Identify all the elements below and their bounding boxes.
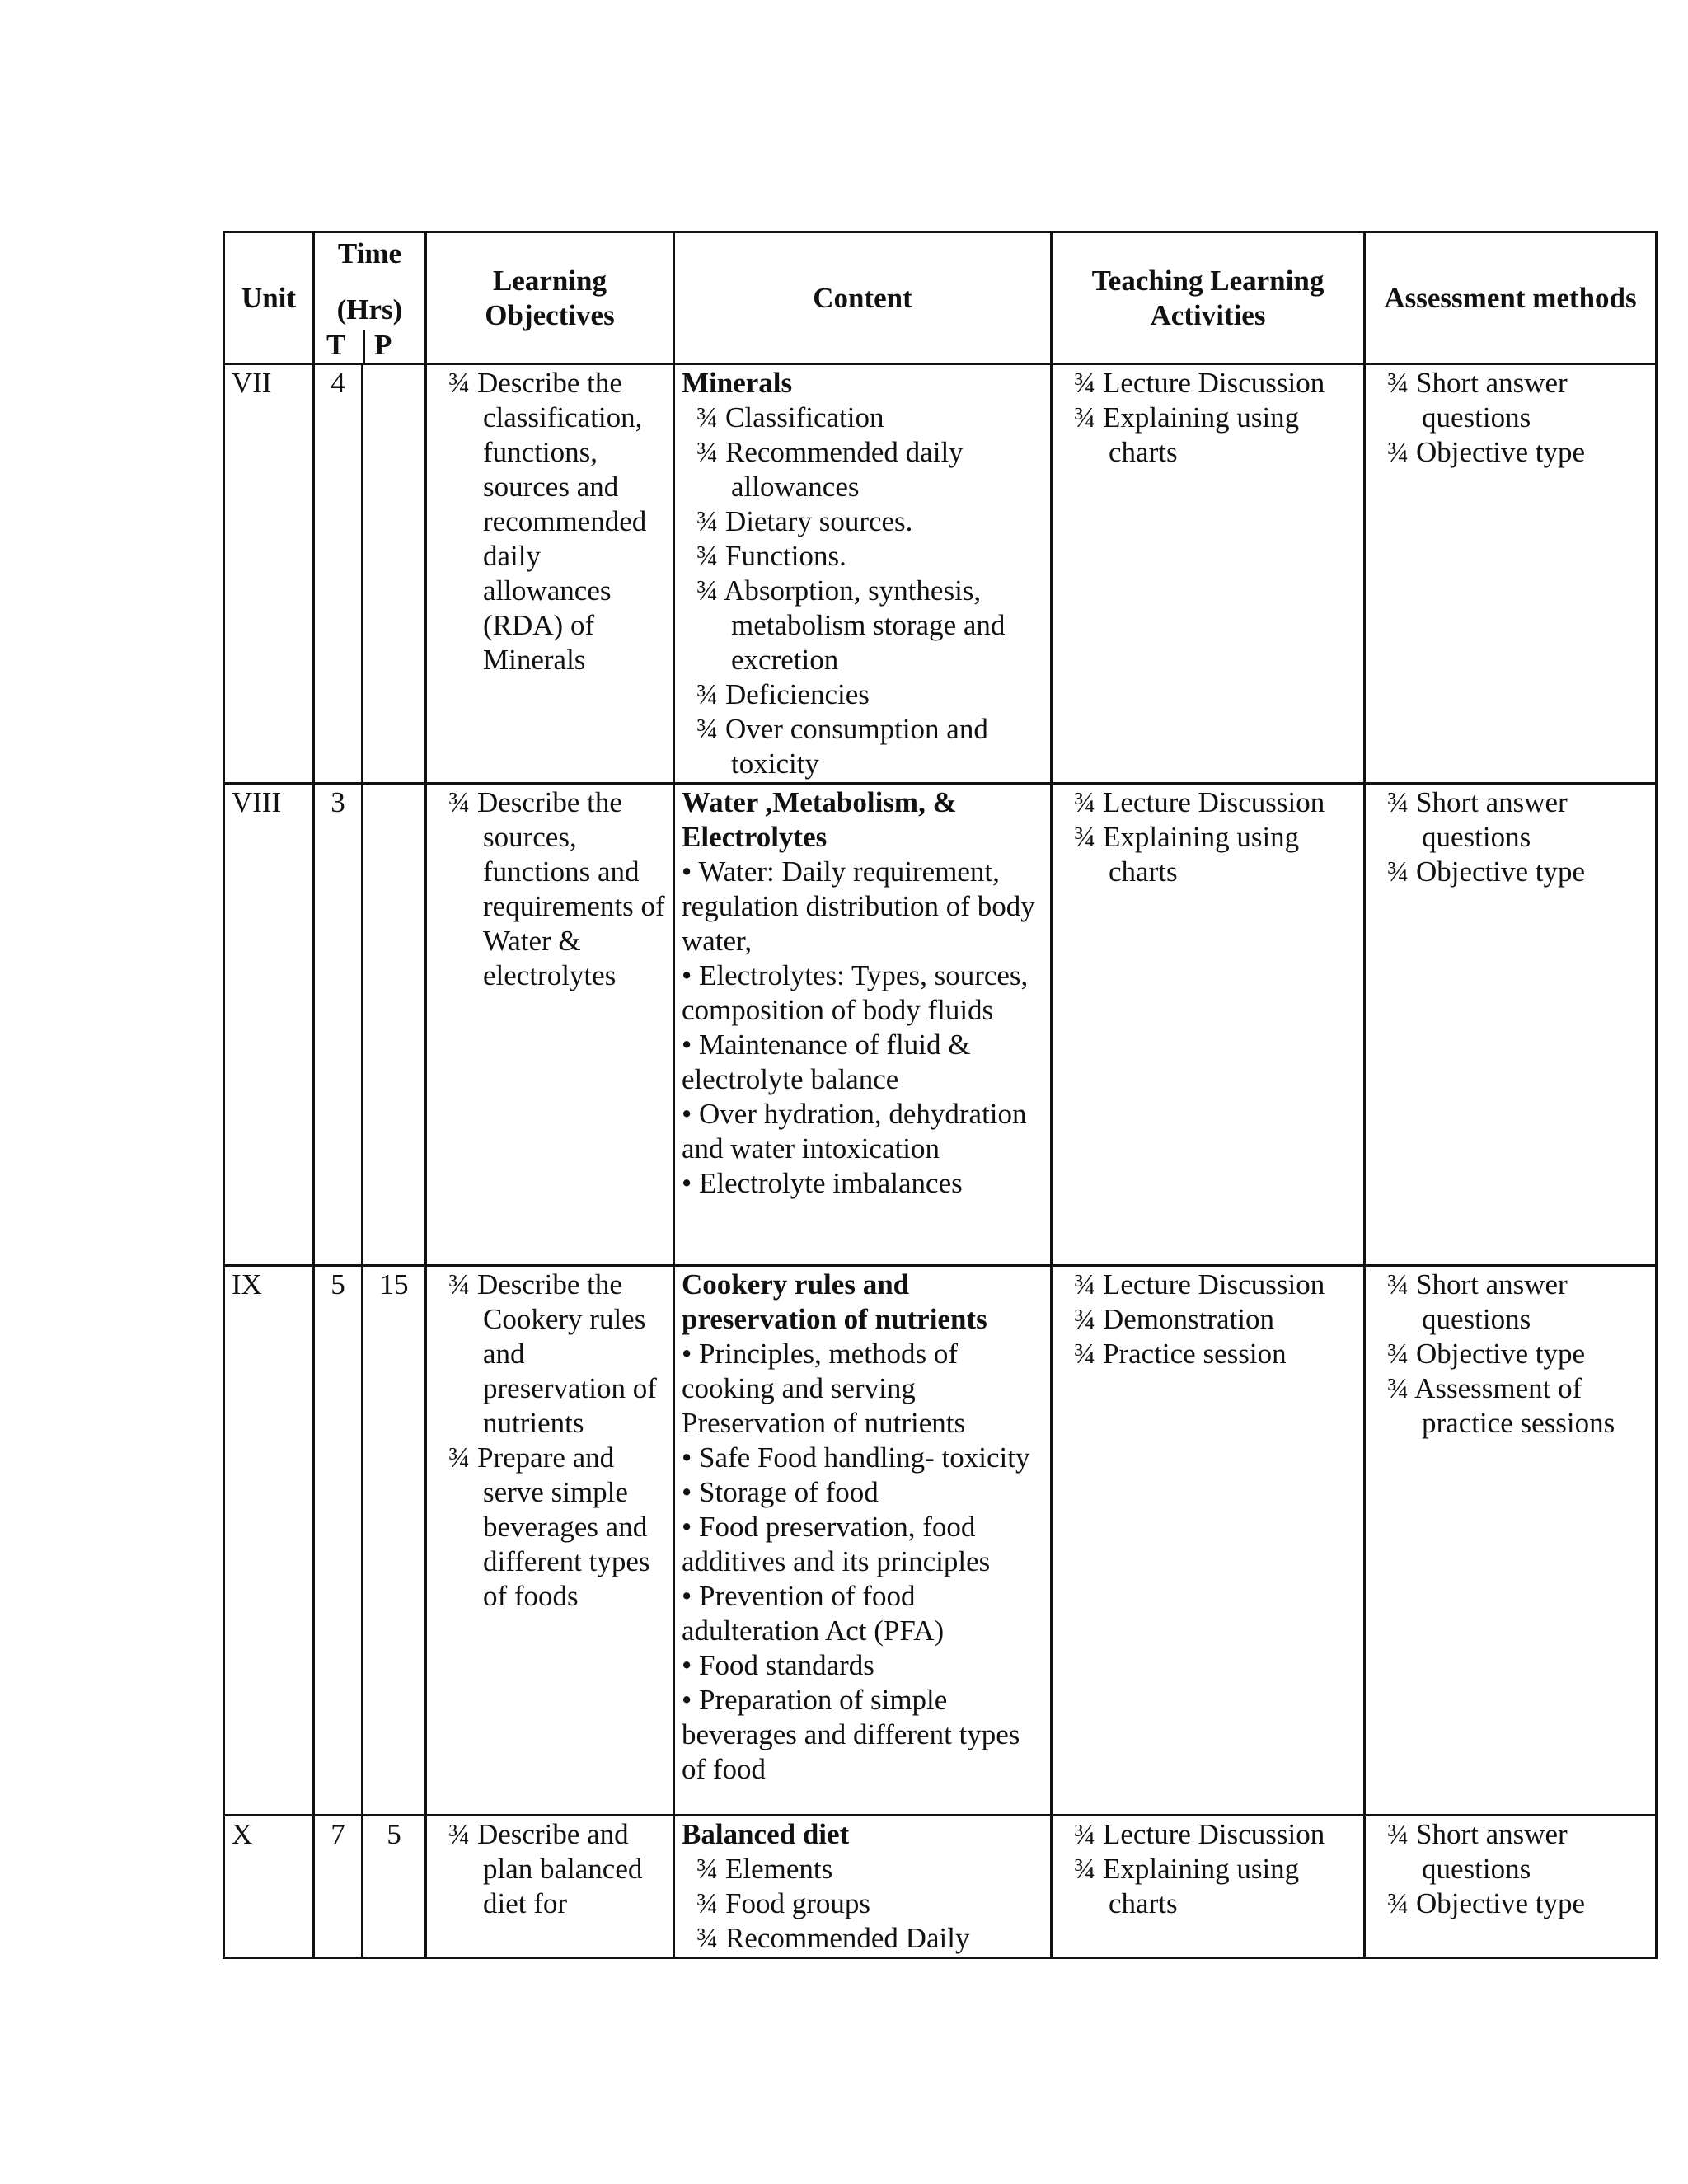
assessment-cell	[1365, 1816, 1657, 1958]
content-item: • Maintenance of fluid & electrolyte balance	[682, 1029, 971, 1095]
unit-value: VII	[232, 367, 272, 399]
objectives-header: Learning Objectives	[426, 232, 674, 364]
content-item: • Food standards	[682, 1649, 874, 1681]
activities-cell	[1052, 364, 1365, 784]
unit-cell	[224, 1266, 314, 1816]
assessment-item: ¾ Objective type	[1387, 1887, 1586, 1919]
time-p-cell	[363, 364, 426, 784]
header-row	[224, 232, 1657, 364]
activity-item: ¾ Explaining using charts	[1074, 821, 1300, 888]
content-title: Balanced diet	[682, 1818, 850, 1850]
content-header: Content	[674, 232, 1052, 364]
assessment-item: ¾ Objective type	[1387, 855, 1586, 888]
objective-item: ¾ Describe the sources, functions and requirements of Water & electrolytes	[448, 786, 665, 991]
objective-item: ¾ Describe the Cookery rules and preservation of nutrients	[448, 1268, 657, 1439]
unit-value: VIII	[232, 786, 282, 818]
content-item: • Over hydration, dehydration and water intoxication	[682, 1098, 1027, 1165]
time-t-value: 3	[331, 786, 345, 818]
content-item: ¾ Functions.	[696, 540, 846, 572]
activity-item: ¾ Practice session	[1074, 1338, 1287, 1370]
time-t-value: 5	[331, 1268, 345, 1301]
assessment-item: ¾ Objective type	[1387, 1338, 1586, 1370]
assessment-item: ¾ Short answer questions	[1387, 367, 1568, 434]
unit-header: Unit	[224, 232, 314, 364]
content-item: ¾ Classification	[696, 401, 884, 434]
content-cell	[674, 1266, 1052, 1816]
time-p-value: 15	[379, 1268, 409, 1301]
syllabus-table	[223, 231, 1658, 1959]
assessment-item: ¾ Short answer questions	[1387, 786, 1568, 853]
assessment-header: Assessment methods	[1365, 232, 1657, 364]
activity-item: ¾ Lecture Discussion	[1074, 786, 1325, 818]
content-item: • Water: Daily requirement, regulation distribution of body water,	[682, 855, 1035, 957]
activities-cell	[1052, 1816, 1365, 1958]
table-body	[224, 364, 1657, 1958]
time-t-cell	[314, 364, 363, 784]
assessment-cell	[1365, 1266, 1657, 1816]
table-row	[224, 1266, 1657, 1816]
content-item: ¾ Absorption, synthesis, metabolism storage and excretion	[696, 574, 1006, 676]
unit-value: IX	[232, 1268, 262, 1301]
activity-item: ¾ Explaining using charts	[1074, 401, 1300, 468]
objectives-cell	[426, 1266, 674, 1816]
activity-item: ¾ Demonstration	[1074, 1303, 1275, 1335]
activities-cell	[1052, 784, 1365, 1266]
unit-cell	[224, 1816, 314, 1958]
content-item: • Prevention of food adulteration Act (PFA)	[682, 1580, 945, 1647]
unit-cell	[224, 364, 314, 784]
content-item: • Safe Food handling- toxicity	[682, 1441, 1030, 1474]
content-item: • Preparation of simple beverages and different types of food	[682, 1684, 1020, 1785]
activity-item: ¾ Lecture Discussion	[1074, 367, 1325, 399]
content-cell	[674, 1816, 1052, 1958]
time-t-cell	[314, 1266, 363, 1816]
content-title: Cookery rules and preservation of nutrients	[682, 1268, 987, 1335]
time-p-cell	[363, 1266, 426, 1816]
content-item: ¾ Food groups	[696, 1887, 870, 1919]
time-t-cell	[314, 784, 363, 1266]
content-item: • Storage of food	[682, 1476, 879, 1508]
content-item: • Electrolytes: Types, sources, composition of body fluids	[682, 959, 1029, 1026]
time-t-cell	[314, 1816, 363, 1958]
content-cell	[674, 364, 1052, 784]
time-p-cell	[363, 1816, 426, 1958]
time-p-value: 5	[387, 1818, 401, 1850]
content-title: Water ,Metabolism, & Electrolytes	[682, 786, 957, 853]
activities-header: Teaching Learning Activities	[1052, 232, 1365, 364]
unit-value: X	[232, 1818, 253, 1850]
time-t-value: 4	[331, 367, 345, 399]
content-item: ¾ Recommended daily allowances	[696, 436, 964, 503]
content-title: Minerals	[682, 367, 793, 399]
activity-item: ¾ Lecture Discussion	[1074, 1818, 1325, 1850]
assessment-item: ¾ Objective type	[1387, 436, 1586, 468]
assessment-item: ¾ Short answer questions	[1387, 1818, 1568, 1885]
time-t-value: 7	[331, 1818, 345, 1850]
activity-item: ¾ Explaining using charts	[1074, 1853, 1300, 1919]
time-t-label: T	[326, 329, 346, 361]
objective-item: ¾ Describe the classification, functions, sources and recommended daily allowances (RDA) of Minerals	[448, 367, 647, 676]
content-cell	[674, 784, 1052, 1266]
objectives-cell	[426, 1816, 674, 1958]
assessment-cell	[1365, 784, 1657, 1266]
assessment-cell	[1365, 364, 1657, 784]
activities-cell	[1052, 1266, 1365, 1816]
time-p-cell	[363, 784, 426, 1266]
time-header: Time (Hrs) T P	[314, 232, 426, 364]
assessment-item: ¾ Assessment of practice sessions	[1387, 1372, 1615, 1439]
assessment-item: ¾ Short answer questions	[1387, 1268, 1568, 1335]
table-row	[224, 364, 1657, 784]
objectives-cell	[426, 784, 674, 1266]
content-item: • Principles, methods of cooking and serving	[682, 1338, 958, 1404]
time-subheader	[315, 330, 424, 363]
content-item: ¾ Recommended Daily	[696, 1922, 970, 1954]
activity-item: ¾ Lecture Discussion	[1074, 1268, 1325, 1301]
content-item: • Electrolyte imbalances	[682, 1167, 963, 1199]
content-item: Preservation of nutrients	[682, 1407, 966, 1439]
time-p-label: P	[374, 329, 392, 361]
table-row	[224, 784, 1657, 1266]
content-item: ¾ Deficiencies	[696, 678, 870, 710]
objective-item: ¾ Describe and plan balanced diet for	[448, 1818, 643, 1919]
objectives-cell	[426, 364, 674, 784]
content-item: ¾ Elements	[696, 1853, 833, 1885]
content-item: ¾ Over consumption and toxicity	[696, 713, 988, 780]
table-row	[224, 1816, 1657, 1958]
objective-item: ¾ Prepare and serve simple beverages and different types of foods	[448, 1441, 650, 1612]
unit-cell	[224, 784, 314, 1266]
content-item: • Food preservation, food additives and its principles	[682, 1511, 991, 1577]
content-item: ¾ Dietary sources.	[696, 505, 913, 537]
